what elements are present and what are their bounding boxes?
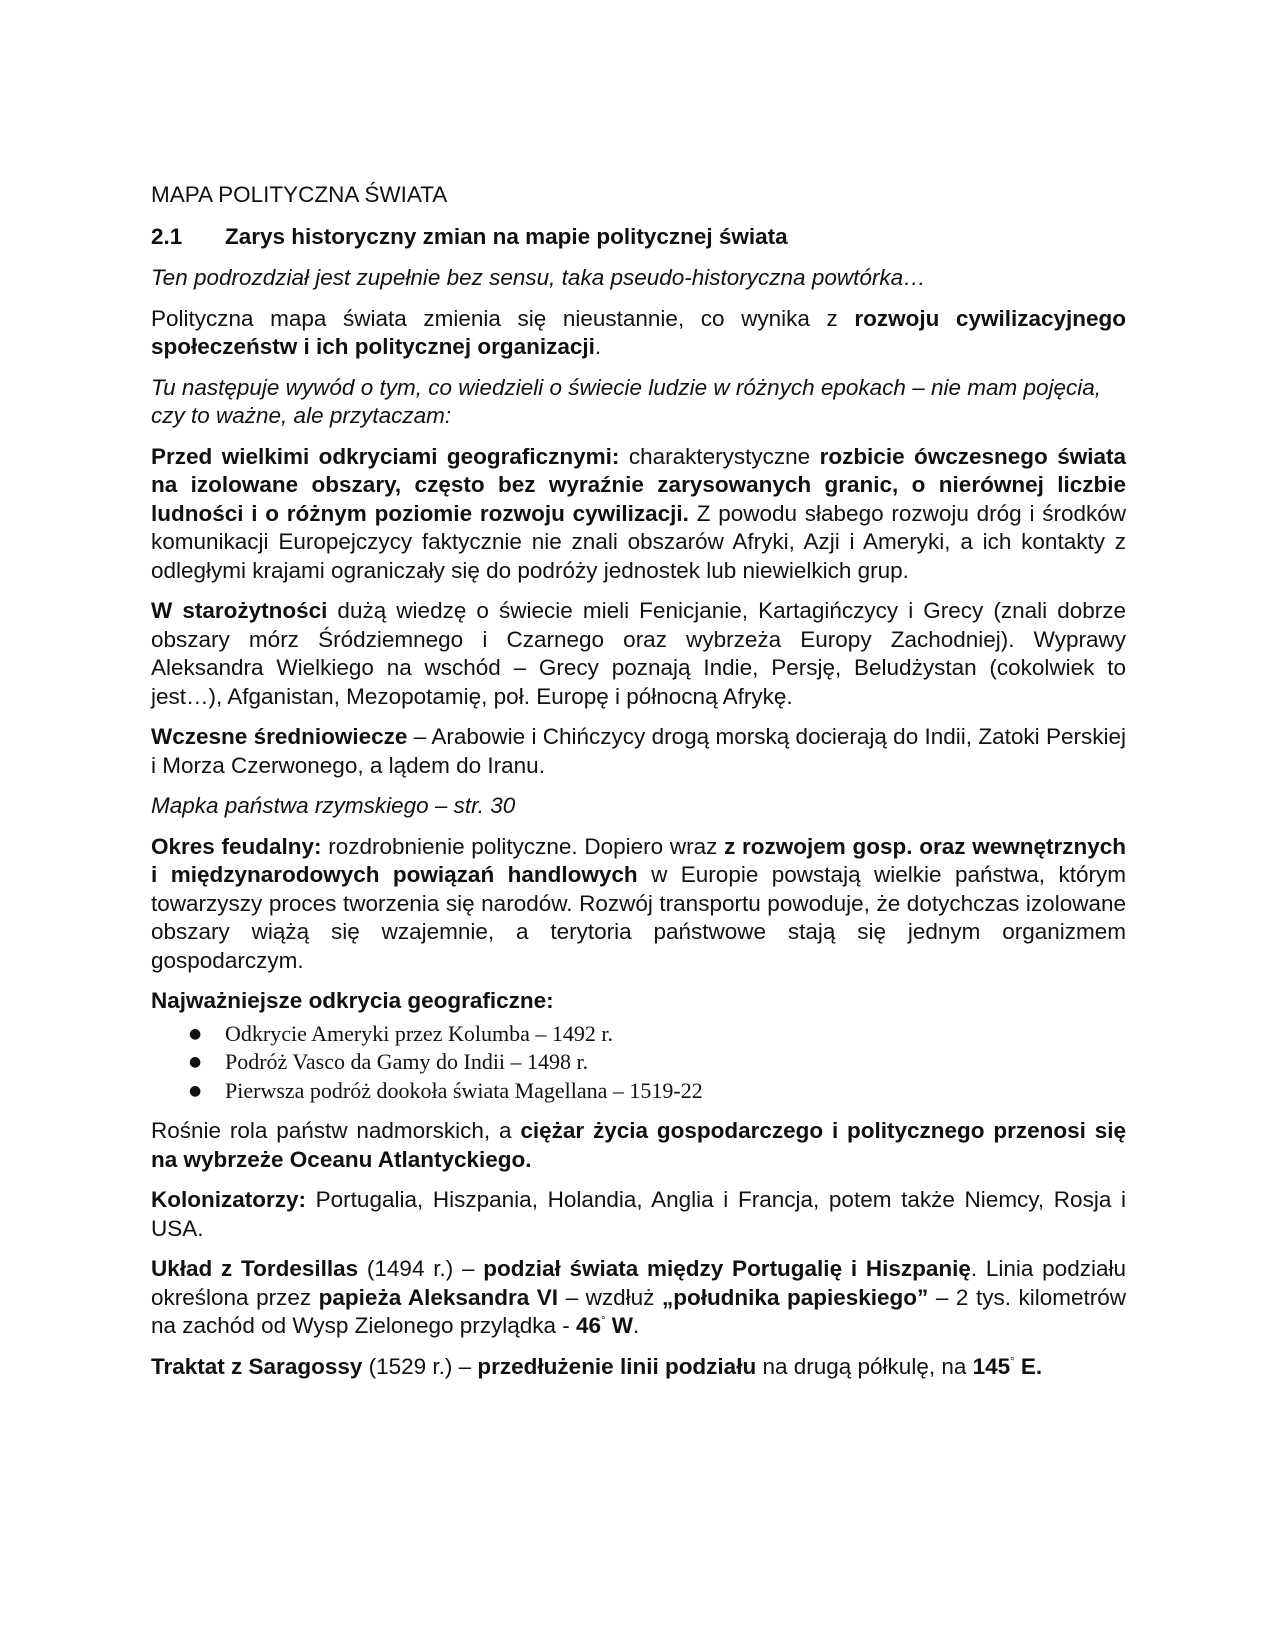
bold-span: podział świata między Portugalię i Hiszpanię	[483, 1256, 971, 1281]
note-paragraph: Tu następuje wywód o tym, co wiedzieli o świecie ludzie w różnych epokach – nie mam pojęcia, czy to ważne, ale przytaczam:	[151, 374, 1102, 428]
bold-span: Okres feudalny:	[151, 833, 322, 859]
list-item-text: Odkrycie Ameryki przez Kolumba – 1492 r.	[225, 1020, 613, 1046]
bold-span: Wczesne średniowiecze	[151, 724, 408, 749]
document-title: MAPA POLITYCZNA ŚWIATA	[151, 182, 448, 207]
bold-span: E.	[1014, 1353, 1043, 1379]
text-span: – wzdłuż	[558, 1284, 662, 1310]
text-span: rozdrobnienie polityczne. Dopiero wraz	[321, 833, 725, 859]
text-span: – Arabowie i Chińczycy drogą morską docierają do Indii, Zatoki Perskiej i Morza Czerwonego, a lądem do Iranu.	[151, 724, 1126, 778]
bold-span: ciężar życia gospodarczego i politycznego przenosi się na wybrzeże Oceanu Atlantyckiego.	[151, 1118, 1127, 1172]
bold-span: papieża Aleksandra VI	[318, 1284, 559, 1310]
discoveries-list	[151, 1020, 1126, 1106]
bold-span: 46	[576, 1313, 602, 1338]
bold-span: Traktat z Saragossy	[151, 1353, 363, 1379]
text-span: na drugą półkulę, na	[756, 1353, 973, 1379]
bold-span: Kolonizatorzy:	[151, 1187, 306, 1212]
text-span: Z powodu słabego rozwoju dróg i środków komunikacji Europejczycy faktycznie nie znali obszarów Afryki, Azji i Ameryki, a ich kontakty z odległymi krajami ograniczały się do podróży jednostek lub niewielkich grup.	[151, 500, 1127, 583]
bullet-icon: ●	[189, 1082, 202, 1099]
bold-span: z rozwojem gosp. oraz wewnętrznych i międzynarodowych powiązań handlowych	[151, 833, 1126, 887]
text-span: Rośnie rola państw nadmorskich, a	[151, 1118, 521, 1143]
paragraph-early-middle-ages	[151, 723, 1126, 780]
text-span: (1494 r.) –	[358, 1256, 484, 1281]
bold-span: rozbicie ówczesnego świata na izolowane obszary, często bez wyraźnie zarysowanych granic, o nierównej liczbie ludności i o różnym poziomie rozwoju cywilizacji.	[151, 443, 1126, 526]
list-item-text: Pierwsza podróż dookoła świata Magellana – 1519-22	[225, 1077, 703, 1103]
text-span: . Linia podziału określona przez	[151, 1256, 1126, 1310]
paragraph-before-discoveries	[151, 443, 1126, 586]
note-paragraph: Mapka państwa rzymskiego – str. 30	[151, 793, 516, 818]
bold-span: rozwoju cywilizacyjnego społeczeństw i ich politycznej organizacji	[151, 305, 1126, 359]
note-paragraph: Ten podrozdział jest zupełnie bez sensu, taka pseudo-historyczna powtórka…	[151, 265, 926, 290]
bold-span: W starożytności	[151, 598, 328, 623]
paragraph-saragossa	[151, 1353, 1126, 1382]
text-span: (1529 r.) –	[362, 1353, 478, 1379]
paragraph-intro	[151, 305, 1126, 362]
section-heading	[151, 222, 1126, 252]
bold-span: 145	[972, 1353, 1011, 1379]
text-span: w Europie powstają wielkie państwa, którym towarzyszy proces tworzenia się narodów. Rozwój transportu powoduje, że dotychczas izolowane obszary wiążą się wzajemnie, a terytoria państwowe stają się jednym organizmem gospodarczym.	[151, 862, 1126, 973]
paragraph-maritime-states	[151, 1117, 1126, 1174]
text-span: Polityczna mapa świata zmienia się nieustannie, co wynika z	[151, 305, 855, 331]
discoveries-heading: Najważniejsze odkrycia geograficzne:	[151, 988, 554, 1013]
bold-span: W	[605, 1313, 633, 1338]
degree-sign: °	[1010, 1355, 1015, 1368]
document-page	[151, 180, 1126, 1393]
section-number: 2.1	[151, 224, 183, 249]
list-item	[151, 1048, 1126, 1077]
paragraph-antiquity	[151, 597, 1126, 711]
paragraph-tordesillas	[151, 1255, 1126, 1341]
text-span: .	[632, 1313, 640, 1338]
bold-span: Przed wielkimi odkryciami geograficznymi:	[151, 443, 620, 469]
list-item-text: Podróż Vasco da Gamy do Indii – 1498 r.	[225, 1049, 589, 1074]
text-span: – 2 tys. kilometrów na zachód od Wysp Zielonego przylądka -	[151, 1284, 1127, 1338]
bullet-icon: ●	[189, 1054, 202, 1070]
text-span: dużą wiedzę o świecie mieli Fenicjanie, Kartagińczycy i Grecy (znali dobrze obszary mórz Śródziemnego i Czarnego oraz wybrzeża Europy Zachodniej). Wyprawy Aleksandra Wielkiego na wschód – Grecy poznają Indie, Persję, Beludżystan (cokolwiek to jest…), Afganistan, Mezopotamię, poł. Europę i północną Afrykę.	[151, 598, 1127, 709]
bold-span: „południka papieskiego”	[661, 1284, 929, 1310]
paragraph-feudal	[151, 833, 1126, 976]
section-title: Zarys historyczny zmian na mapie politycznej świata	[225, 224, 788, 249]
text-span: .	[594, 334, 602, 359]
bullet-icon: ●	[189, 1025, 202, 1042]
degree-sign: °	[601, 1315, 606, 1327]
bold-span: przedłużenie linii podziału	[477, 1353, 757, 1379]
list-item	[151, 1077, 1126, 1106]
text-span: charakterystyczne	[619, 443, 820, 469]
list-item	[151, 1020, 1126, 1049]
paragraph-colonizers	[151, 1186, 1126, 1243]
text-span: Portugalia, Hiszpania, Holandia, Anglia i Francja, potem także Niemcy, Rosja i USA.	[151, 1187, 1126, 1241]
bold-span: Układ z Tordesillas	[151, 1256, 359, 1281]
